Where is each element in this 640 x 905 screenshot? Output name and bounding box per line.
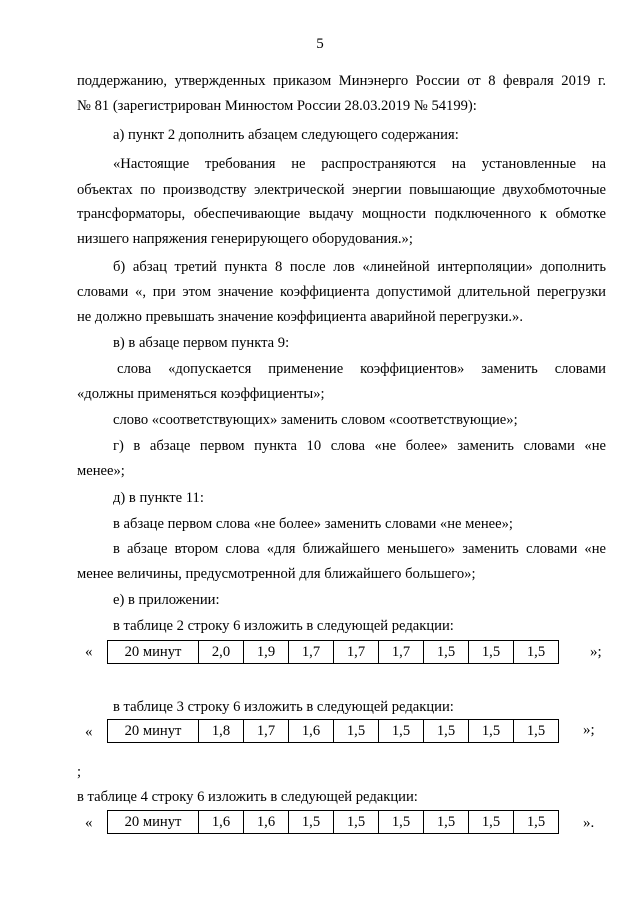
table-cell: 1,5 xyxy=(289,811,334,834)
table-cell: 1,7 xyxy=(379,641,424,664)
paragraph-line: ; xyxy=(77,764,82,780)
paragraph-line: в таблице 4 строку 6 изложить в следующей редакции: xyxy=(77,789,418,805)
paragraph-line: слово «соответствующих» заменить словом «соответствующие»; xyxy=(113,412,518,428)
table-cell: 1,5 xyxy=(514,641,559,664)
table-cell: 1,6 xyxy=(199,811,244,834)
table-cell: 1,5 xyxy=(469,811,514,834)
row-label: 20 минут xyxy=(108,641,199,664)
table-cell: 1,5 xyxy=(514,811,559,834)
table-cell: 1,5 xyxy=(334,811,379,834)
table-cell: 1,5 xyxy=(469,641,514,664)
table-row-replacement xyxy=(107,810,559,834)
paragraph-line: менее»; xyxy=(77,463,125,479)
table-cell: 1,7 xyxy=(244,720,289,743)
row-label: 20 минут xyxy=(108,811,199,834)
close-quote: »; xyxy=(590,644,602,660)
paragraph-line: а) пункт 2 дополнить абзацем следующего содержания: xyxy=(113,127,459,143)
page-number: 5 xyxy=(316,36,324,52)
row-label: 20 минут xyxy=(108,720,199,743)
paragraph-line: в) в абзаце первом пункта 9: xyxy=(113,335,290,351)
paragraph-line: в абзаце втором слова «для ближайшего меньшего» заменить словами «не xyxy=(113,541,606,557)
paragraph-line: в абзаце первом слова «не более» заменить словами «не менее»; xyxy=(113,516,513,532)
paragraph-line: не должно превышать значение коэффициента аварийной перегрузки.». xyxy=(77,309,523,325)
paragraph-line: № 81 (зарегистрирован Минюстом России 28.03.2019 № 54199): xyxy=(77,98,477,114)
paragraph-line: д) в пункте 11: xyxy=(113,490,204,506)
open-quote: « xyxy=(85,815,93,831)
paragraph-line: объектах по производству электрической энергии повышающие двухобмоточные xyxy=(77,182,606,198)
table-cell: 1,5 xyxy=(424,811,469,834)
paragraph-line: трансформаторы, обеспечивающие выдачу мощности подключенного к обмотке xyxy=(77,206,606,222)
open-quote: « xyxy=(85,724,93,740)
close-quote: ». xyxy=(583,815,595,831)
paragraph-line: г) в абзаце первом пункта 10 слова «не более» заменить словами «не xyxy=(113,438,606,454)
table-cell: 1,5 xyxy=(469,720,514,743)
table-cell: 1,5 xyxy=(424,720,469,743)
table-cell: 1,5 xyxy=(379,720,424,743)
table-cell: 1,9 xyxy=(244,641,289,664)
paragraph-line: в таблице 3 строку 6 изложить в следующей редакции: xyxy=(113,699,454,715)
table-cell: 1,8 xyxy=(199,720,244,743)
open-quote: « xyxy=(85,644,93,660)
paragraph-line: в таблице 2 строку 6 изложить в следующей редакции: xyxy=(113,618,454,634)
table-cell: 1,5 xyxy=(514,720,559,743)
table-cell: 1,5 xyxy=(424,641,469,664)
paragraph-line: е) в приложении: xyxy=(113,592,220,608)
table-cell: 1,6 xyxy=(289,720,334,743)
paragraph-line: поддержанию, утвержденных приказом Минэнерго России от 8 февраля 2019 г. xyxy=(77,73,606,89)
table-row-replacement xyxy=(107,719,559,743)
paragraph-line: «Настоящие требования не распространяются на установленные на xyxy=(113,156,606,172)
table-cell: 1,5 xyxy=(379,811,424,834)
table-cell: 1,7 xyxy=(289,641,334,664)
paragraph-line: слова «допускается применение коэффициентов» заменить словами xyxy=(117,361,606,377)
paragraph-line: б) абзац третий пункта 8 после лов «линейной интерполяции» дополнить xyxy=(113,259,606,275)
paragraph-line: менее величины, предусмотренной для ближайшего большего»; xyxy=(77,566,476,582)
paragraph-line: «должны применяться коэффициенты»; xyxy=(77,386,325,402)
table-cell: 1,5 xyxy=(334,720,379,743)
table-cell: 2,0 xyxy=(199,641,244,664)
table-cell: 1,6 xyxy=(244,811,289,834)
table-row-replacement xyxy=(107,640,559,664)
table-cell: 1,7 xyxy=(334,641,379,664)
paragraph-line: низшего напряжения генерирующего оборудования.»; xyxy=(77,231,413,247)
paragraph-line: словами «, при этом значение коэффициента допустимой длительной перегрузки xyxy=(77,284,606,300)
close-quote: »; xyxy=(583,722,595,738)
